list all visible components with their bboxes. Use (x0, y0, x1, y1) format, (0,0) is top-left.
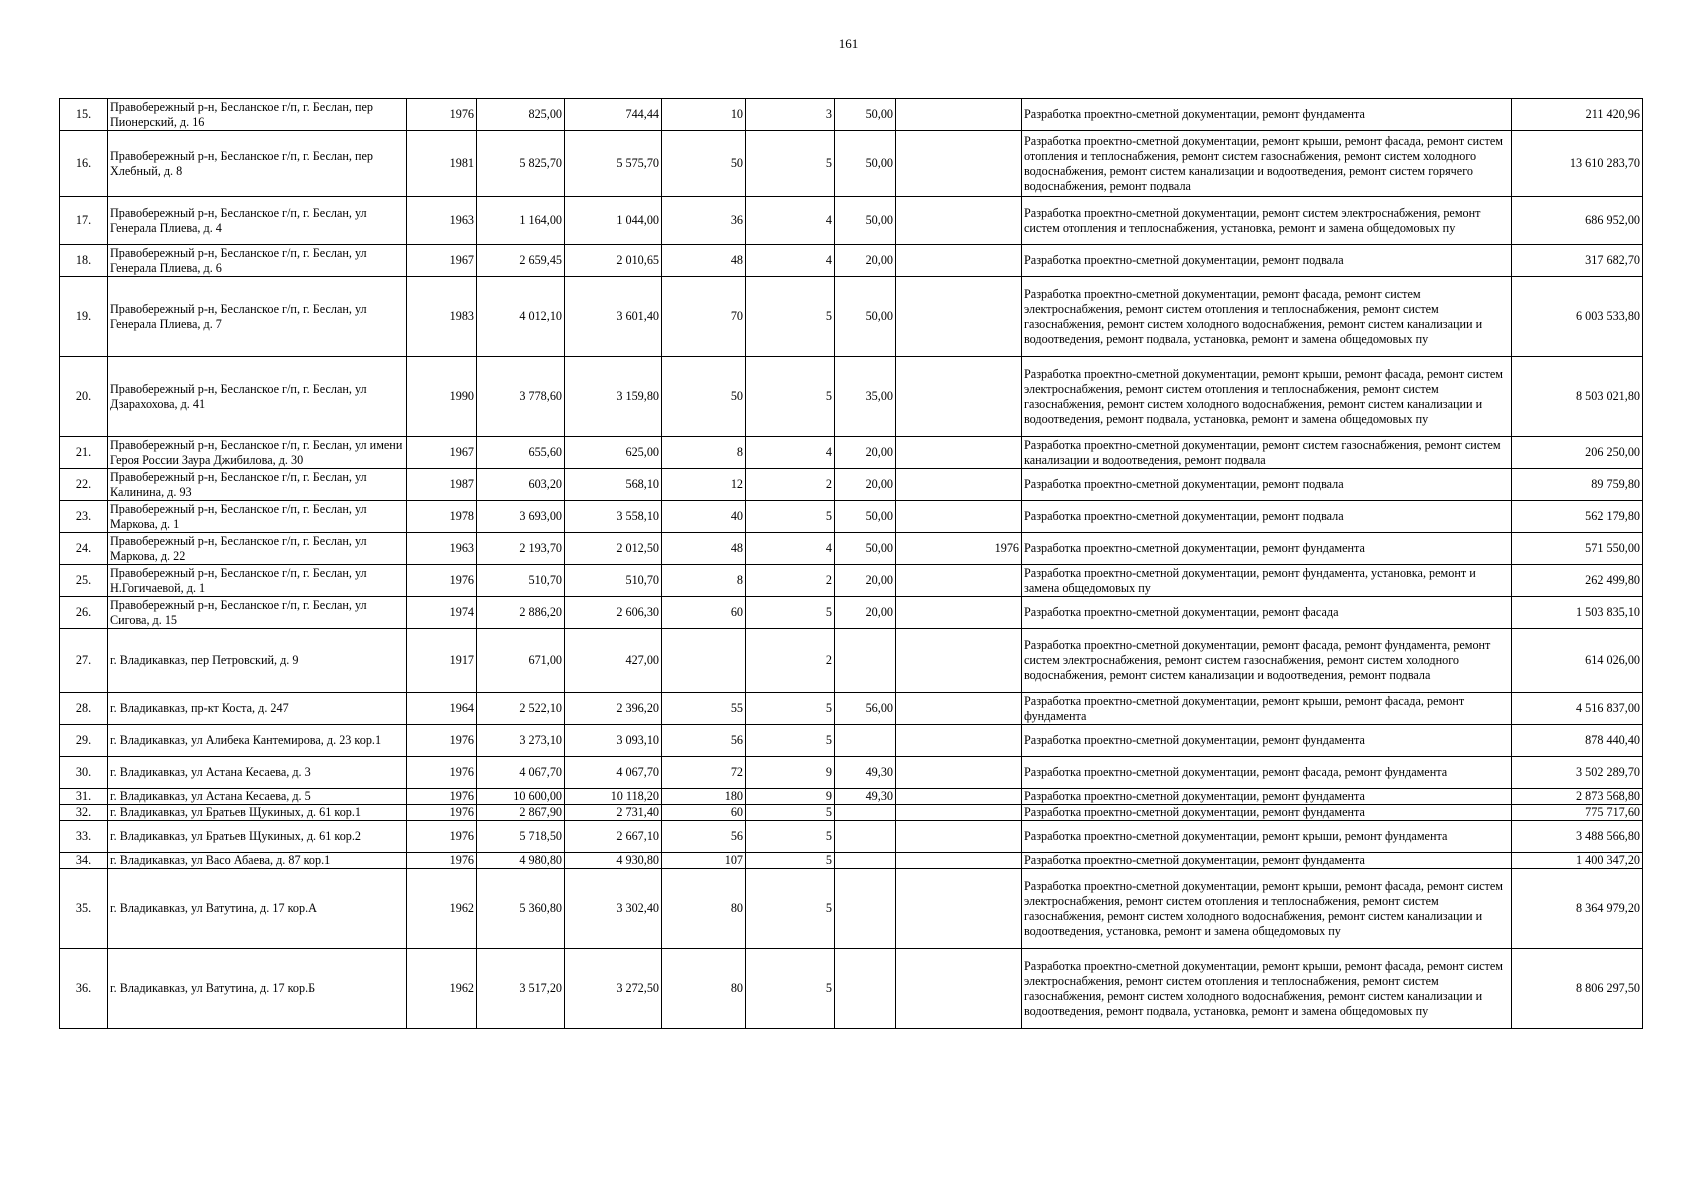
row-number: 20. (60, 357, 108, 437)
wear-cell (835, 629, 896, 693)
living-area-cell: 5 575,70 (565, 131, 662, 197)
row-number: 34. (60, 853, 108, 869)
row-number: 15. (60, 99, 108, 131)
floors-cell: 5 (746, 725, 835, 757)
living-area-cell: 3 302,40 (565, 869, 662, 949)
total-area-cell: 510,70 (477, 565, 565, 597)
table-row (60, 99, 1643, 131)
wear-cell (835, 869, 896, 949)
floors-cell: 4 (746, 245, 835, 277)
floors-cell: 2 (746, 565, 835, 597)
table-row (60, 277, 1643, 357)
extra-cell (896, 949, 1022, 1029)
cost-cell: 6 003 533,80 (1512, 277, 1643, 357)
floors-cell: 5 (746, 693, 835, 725)
address-cell: Правобережный р-н, Бесланское г/п, г. Беслан, ул Дзарахохова, д. 41 (108, 357, 407, 437)
wear-cell: 20,00 (835, 437, 896, 469)
floors-cell: 2 (746, 629, 835, 693)
table-row (60, 853, 1643, 869)
residents-cell: 70 (662, 277, 746, 357)
year-cell: 1974 (407, 597, 477, 629)
total-area-cell: 5 718,50 (477, 821, 565, 853)
total-area-cell: 2 867,90 (477, 805, 565, 821)
wear-cell (835, 821, 896, 853)
works-cell: Разработка проектно-сметной документации, ремонт фундамента (1022, 805, 1512, 821)
table-row (60, 757, 1643, 789)
extra-cell (896, 437, 1022, 469)
floors-cell: 3 (746, 99, 835, 131)
cost-cell: 614 026,00 (1512, 629, 1643, 693)
year-cell: 1987 (407, 469, 477, 501)
page-number: 161 (838, 36, 859, 51)
table-row (60, 131, 1643, 197)
cost-cell: 3 502 289,70 (1512, 757, 1643, 789)
total-area-cell: 2 886,20 (477, 597, 565, 629)
wear-cell: 35,00 (835, 357, 896, 437)
living-area-cell: 568,10 (565, 469, 662, 501)
year-cell: 1962 (407, 869, 477, 949)
residents-cell: 50 (662, 131, 746, 197)
address-cell: Правобережный р-н, Бесланское г/п, г. Беслан, ул Генерала Плиева, д. 7 (108, 277, 407, 357)
works-cell: Разработка проектно-сметной документации, ремонт систем газоснабжения, ремонт систем канализации и водоотведения, ремонт подвала (1022, 437, 1512, 469)
floors-cell: 5 (746, 949, 835, 1029)
address-cell: г. Владикавказ, ул Ватутина, д. 17 кор.А (108, 869, 407, 949)
row-number: 31. (60, 789, 108, 805)
row-number: 19. (60, 277, 108, 357)
row-number: 22. (60, 469, 108, 501)
year-cell: 1967 (407, 245, 477, 277)
year-cell: 1983 (407, 277, 477, 357)
floors-cell: 5 (746, 277, 835, 357)
living-area-cell: 3 558,10 (565, 501, 662, 533)
year-cell: 1976 (407, 789, 477, 805)
extra-cell (896, 597, 1022, 629)
address-cell: Правобережный р-н, Бесланское г/п, г. Беслан, ул имени Героя России Заура Джибилова, д. 30 (108, 437, 407, 469)
works-cell: Разработка проектно-сметной документации, ремонт фундамента (1022, 533, 1512, 565)
living-area-cell: 510,70 (565, 565, 662, 597)
year-cell: 1976 (407, 821, 477, 853)
works-cell: Разработка проектно-сметной документации, ремонт фасада, ремонт фундамента (1022, 757, 1512, 789)
table-row (60, 597, 1643, 629)
extra-cell (896, 565, 1022, 597)
year-cell: 1963 (407, 197, 477, 245)
cost-cell: 206 250,00 (1512, 437, 1643, 469)
works-cell: Разработка проектно-сметной документации, ремонт систем электроснабжения, ремонт систем отопления и теплоснабжения, установка, ремонт и замена общедомовых пу (1022, 197, 1512, 245)
floors-cell: 5 (746, 131, 835, 197)
works-cell: Разработка проектно-сметной документации, ремонт крыши, ремонт фасада, ремонт систем отопления и теплоснабжения, ремонт систем газоснабжения, ремонт систем холодного водоснабжения, ремонт систем канализации и водоотведения, ремонт систем горячего водоснабжения, ремонт подвала (1022, 131, 1512, 197)
living-area-cell: 2 010,65 (565, 245, 662, 277)
living-area-cell: 4 067,70 (565, 757, 662, 789)
row-number: 35. (60, 869, 108, 949)
table-row (60, 357, 1643, 437)
cost-cell: 775 717,60 (1512, 805, 1643, 821)
table-body (60, 99, 1643, 1029)
row-number: 29. (60, 725, 108, 757)
wear-cell (835, 725, 896, 757)
residents-cell: 60 (662, 805, 746, 821)
living-area-cell: 427,00 (565, 629, 662, 693)
total-area-cell: 4 067,70 (477, 757, 565, 789)
table-row (60, 245, 1643, 277)
living-area-cell: 3 272,50 (565, 949, 662, 1029)
works-cell: Разработка проектно-сметной документации, ремонт фасада, ремонт систем электроснабжения, ремонт систем отопления и теплоснабжения, ремонт систем газоснабжения, ремонт систем холодного водоснабжения, ремонт систем канализации и водоотведения, ремонт подвала, установка, ремонт и замена общедомовых пу (1022, 277, 1512, 357)
total-area-cell: 603,20 (477, 469, 565, 501)
living-area-cell: 2 606,30 (565, 597, 662, 629)
wear-cell: 50,00 (835, 197, 896, 245)
residents-cell (662, 629, 746, 693)
row-number: 21. (60, 437, 108, 469)
year-cell: 1976 (407, 565, 477, 597)
works-cell: Разработка проектно-сметной документации, ремонт крыши, ремонт фасада, ремонт систем электроснабжения, ремонт систем отопления и теплоснабжения, ремонт систем газоснабжения, ремонт систем холодного водоснабжения, ремонт систем канализации и водоотведения, установка, ремонт и замена общедомовых пу (1022, 869, 1512, 949)
extra-cell (896, 789, 1022, 805)
living-area-cell: 2 667,10 (565, 821, 662, 853)
address-cell: Правобережный р-н, Бесланское г/п, г. Беслан, ул Маркова, д. 1 (108, 501, 407, 533)
row-number: 25. (60, 565, 108, 597)
year-cell: 1976 (407, 853, 477, 869)
housing-repair-table (59, 98, 1643, 1029)
row-number: 32. (60, 805, 108, 821)
year-cell: 1976 (407, 805, 477, 821)
row-number: 30. (60, 757, 108, 789)
address-cell: Правобережный р-н, Бесланское г/п, г. Беслан, ул Н.Гогичаевой, д. 1 (108, 565, 407, 597)
cost-cell: 8 364 979,20 (1512, 869, 1643, 949)
table-row (60, 469, 1643, 501)
row-number: 17. (60, 197, 108, 245)
living-area-cell: 2 731,40 (565, 805, 662, 821)
works-cell: Разработка проектно-сметной документации, ремонт фундамента (1022, 789, 1512, 805)
year-cell: 1981 (407, 131, 477, 197)
extra-cell (896, 99, 1022, 131)
cost-cell: 211 420,96 (1512, 99, 1643, 131)
works-cell: Разработка проектно-сметной документации, ремонт крыши, ремонт фасада, ремонт систем электроснабжения, ремонт систем отопления и теплоснабжения, ремонт систем газоснабжения, ремонт систем холодного водоснабжения, ремонт систем канализации и водоотведения, ремонт подвала, установка, ремонт и замена общедомовых пу (1022, 949, 1512, 1029)
floors-cell: 5 (746, 869, 835, 949)
cost-cell: 8 806 297,50 (1512, 949, 1643, 1029)
residents-cell: 12 (662, 469, 746, 501)
address-cell: Правобережный р-н, Бесланское г/п, г. Беслан, ул Генерала Плиева, д. 6 (108, 245, 407, 277)
table-row (60, 725, 1643, 757)
floors-cell: 4 (746, 197, 835, 245)
floors-cell: 9 (746, 757, 835, 789)
residents-cell: 180 (662, 789, 746, 805)
row-number: 33. (60, 821, 108, 853)
address-cell: г. Владикавказ, ул Братьев Щукиных, д. 61 кор.1 (108, 805, 407, 821)
address-cell: Правобережный р-н, Бесланское г/п, г. Беслан, пер Пионерский, д. 16 (108, 99, 407, 131)
wear-cell: 49,30 (835, 757, 896, 789)
works-cell: Разработка проектно-сметной документации, ремонт крыши, ремонт фасада, ремонт фундамента (1022, 693, 1512, 725)
year-cell: 1976 (407, 99, 477, 131)
extra-cell (896, 725, 1022, 757)
works-cell: Разработка проектно-сметной документации, ремонт фундамента (1022, 725, 1512, 757)
row-number: 36. (60, 949, 108, 1029)
table-row (60, 869, 1643, 949)
address-cell: Правобережный р-н, Бесланское г/п, г. Беслан, ул Сигова, д. 15 (108, 597, 407, 629)
year-cell: 1967 (407, 437, 477, 469)
total-area-cell: 10 600,00 (477, 789, 565, 805)
address-cell: г. Владикавказ, ул Астана Кесаева, д. 5 (108, 789, 407, 805)
extra-cell: 1976 (896, 533, 1022, 565)
cost-cell: 8 503 021,80 (1512, 357, 1643, 437)
wear-cell (835, 949, 896, 1029)
row-number: 27. (60, 629, 108, 693)
works-cell: Разработка проектно-сметной документации, ремонт фундамента (1022, 99, 1512, 131)
table-row (60, 821, 1643, 853)
wear-cell: 50,00 (835, 277, 896, 357)
address-cell: Правобережный р-н, Бесланское г/п, г. Беслан, ул Генерала Плиева, д. 4 (108, 197, 407, 245)
wear-cell: 20,00 (835, 469, 896, 501)
wear-cell: 50,00 (835, 131, 896, 197)
address-cell: Правобережный р-н, Бесланское г/п, г. Беслан, ул Маркова, д. 22 (108, 533, 407, 565)
residents-cell: 8 (662, 437, 746, 469)
residents-cell: 56 (662, 725, 746, 757)
extra-cell (896, 277, 1022, 357)
wear-cell: 56,00 (835, 693, 896, 725)
living-area-cell: 625,00 (565, 437, 662, 469)
residents-cell: 48 (662, 245, 746, 277)
extra-cell (896, 693, 1022, 725)
table-row (60, 533, 1643, 565)
extra-cell (896, 131, 1022, 197)
total-area-cell: 5 825,70 (477, 131, 565, 197)
year-cell: 1963 (407, 533, 477, 565)
living-area-cell: 1 044,00 (565, 197, 662, 245)
floors-cell: 5 (746, 357, 835, 437)
table-row (60, 629, 1643, 693)
residents-cell: 40 (662, 501, 746, 533)
cost-cell: 878 440,40 (1512, 725, 1643, 757)
floors-cell: 5 (746, 805, 835, 821)
wear-cell: 20,00 (835, 245, 896, 277)
floors-cell: 5 (746, 501, 835, 533)
residents-cell: 55 (662, 693, 746, 725)
residents-cell: 80 (662, 949, 746, 1029)
total-area-cell: 655,60 (477, 437, 565, 469)
table-row (60, 437, 1643, 469)
total-area-cell: 3 778,60 (477, 357, 565, 437)
year-cell: 1962 (407, 949, 477, 1029)
floors-cell: 5 (746, 853, 835, 869)
living-area-cell: 10 118,20 (565, 789, 662, 805)
total-area-cell: 671,00 (477, 629, 565, 693)
table-row (60, 949, 1643, 1029)
total-area-cell: 2 659,45 (477, 245, 565, 277)
residents-cell: 8 (662, 565, 746, 597)
residents-cell: 107 (662, 853, 746, 869)
table-row (60, 501, 1643, 533)
address-cell: г. Владикавказ, пер Петровский, д. 9 (108, 629, 407, 693)
extra-cell (896, 501, 1022, 533)
address-cell: г. Владикавказ, ул Ватутина, д. 17 кор.Б (108, 949, 407, 1029)
extra-cell (896, 469, 1022, 501)
total-area-cell: 2 193,70 (477, 533, 565, 565)
cost-cell: 571 550,00 (1512, 533, 1643, 565)
works-cell: Разработка проектно-сметной документации, ремонт крыши, ремонт фундамента (1022, 821, 1512, 853)
residents-cell: 72 (662, 757, 746, 789)
cost-cell: 89 759,80 (1512, 469, 1643, 501)
cost-cell: 317 682,70 (1512, 245, 1643, 277)
living-area-cell: 4 930,80 (565, 853, 662, 869)
total-area-cell: 4 980,80 (477, 853, 565, 869)
year-cell: 1976 (407, 725, 477, 757)
works-cell: Разработка проектно-сметной документации, ремонт подвала (1022, 501, 1512, 533)
year-cell: 1976 (407, 757, 477, 789)
works-cell: Разработка проектно-сметной документации, ремонт фундамента (1022, 853, 1512, 869)
extra-cell (896, 869, 1022, 949)
address-cell: г. Владикавказ, ул Астана Кесаева, д. 3 (108, 757, 407, 789)
residents-cell: 80 (662, 869, 746, 949)
total-area-cell: 2 522,10 (477, 693, 565, 725)
floors-cell: 4 (746, 533, 835, 565)
cost-cell: 1 503 835,10 (1512, 597, 1643, 629)
address-cell: Правобережный р-н, Бесланское г/п, г. Беслан, ул Калинина, д. 93 (108, 469, 407, 501)
residents-cell: 10 (662, 99, 746, 131)
wear-cell: 50,00 (835, 533, 896, 565)
extra-cell (896, 357, 1022, 437)
year-cell: 1917 (407, 629, 477, 693)
total-area-cell: 3 693,00 (477, 501, 565, 533)
floors-cell: 5 (746, 821, 835, 853)
table-row (60, 789, 1643, 805)
floors-cell: 5 (746, 597, 835, 629)
row-number: 23. (60, 501, 108, 533)
total-area-cell: 4 012,10 (477, 277, 565, 357)
wear-cell: 49,30 (835, 789, 896, 805)
year-cell: 1978 (407, 501, 477, 533)
residents-cell: 60 (662, 597, 746, 629)
wear-cell: 20,00 (835, 565, 896, 597)
year-cell: 1964 (407, 693, 477, 725)
living-area-cell: 2 012,50 (565, 533, 662, 565)
cost-cell: 686 952,00 (1512, 197, 1643, 245)
living-area-cell: 3 159,80 (565, 357, 662, 437)
table-row (60, 693, 1643, 725)
works-cell: Разработка проектно-сметной документации, ремонт фундамента, установка, ремонт и замена общедомовых пу (1022, 565, 1512, 597)
works-cell: Разработка проектно-сметной документации, ремонт крыши, ремонт фасада, ремонт систем электроснабжения, ремонт систем отопления и теплоснабжения, ремонт систем газоснабжения, ремонт систем холодного водоснабжения, ремонт систем канализации и водоотведения, ремонт подвала, установка, ремонт и замена общедомовых пу (1022, 357, 1512, 437)
table-row (60, 805, 1643, 821)
floors-cell: 4 (746, 437, 835, 469)
address-cell: г. Владикавказ, пр-кт Коста, д. 247 (108, 693, 407, 725)
wear-cell: 50,00 (835, 99, 896, 131)
works-cell: Разработка проектно-сметной документации, ремонт подвала (1022, 469, 1512, 501)
living-area-cell: 2 396,20 (565, 693, 662, 725)
row-number: 24. (60, 533, 108, 565)
extra-cell (896, 821, 1022, 853)
extra-cell (896, 805, 1022, 821)
total-area-cell: 825,00 (477, 99, 565, 131)
extra-cell (896, 245, 1022, 277)
table-row (60, 565, 1643, 597)
floors-cell: 9 (746, 789, 835, 805)
total-area-cell: 5 360,80 (477, 869, 565, 949)
living-area-cell: 3 093,10 (565, 725, 662, 757)
extra-cell (896, 853, 1022, 869)
residents-cell: 36 (662, 197, 746, 245)
works-cell: Разработка проектно-сметной документации, ремонт фасада (1022, 597, 1512, 629)
wear-cell: 20,00 (835, 597, 896, 629)
living-area-cell: 3 601,40 (565, 277, 662, 357)
extra-cell (896, 757, 1022, 789)
residents-cell: 48 (662, 533, 746, 565)
wear-cell (835, 805, 896, 821)
row-number: 18. (60, 245, 108, 277)
cost-cell: 3 488 566,80 (1512, 821, 1643, 853)
cost-cell: 13 610 283,70 (1512, 131, 1643, 197)
table-row (60, 197, 1643, 245)
cost-cell: 262 499,80 (1512, 565, 1643, 597)
residents-cell: 56 (662, 821, 746, 853)
row-number: 28. (60, 693, 108, 725)
wear-cell: 50,00 (835, 501, 896, 533)
total-area-cell: 3 517,20 (477, 949, 565, 1029)
address-cell: г. Владикавказ, ул Васо Абаева, д. 87 кор.1 (108, 853, 407, 869)
cost-cell: 2 873 568,80 (1512, 789, 1643, 805)
residents-cell: 50 (662, 357, 746, 437)
extra-cell (896, 197, 1022, 245)
living-area-cell: 744,44 (565, 99, 662, 131)
cost-cell: 4 516 837,00 (1512, 693, 1643, 725)
row-number: 26. (60, 597, 108, 629)
cost-cell: 562 179,80 (1512, 501, 1643, 533)
row-number: 16. (60, 131, 108, 197)
year-cell: 1990 (407, 357, 477, 437)
cost-cell: 1 400 347,20 (1512, 853, 1643, 869)
total-area-cell: 1 164,00 (477, 197, 565, 245)
floors-cell: 2 (746, 469, 835, 501)
wear-cell (835, 853, 896, 869)
address-cell: г. Владикавказ, ул Алибека Кантемирова, д. 23 кор.1 (108, 725, 407, 757)
total-area-cell: 3 273,10 (477, 725, 565, 757)
works-cell: Разработка проектно-сметной документации, ремонт подвала (1022, 245, 1512, 277)
address-cell: г. Владикавказ, ул Братьев Щукиных, д. 61 кор.2 (108, 821, 407, 853)
address-cell: Правобережный р-н, Бесланское г/п, г. Беслан, пер Хлебный, д. 8 (108, 131, 407, 197)
works-cell: Разработка проектно-сметной документации, ремонт фасада, ремонт фундамента, ремонт систем электроснабжения, ремонт систем газоснабжения, ремонт систем холодного водоснабжения, ремонт систем канализации и водоотведения, ремонт подвала (1022, 629, 1512, 693)
extra-cell (896, 629, 1022, 693)
